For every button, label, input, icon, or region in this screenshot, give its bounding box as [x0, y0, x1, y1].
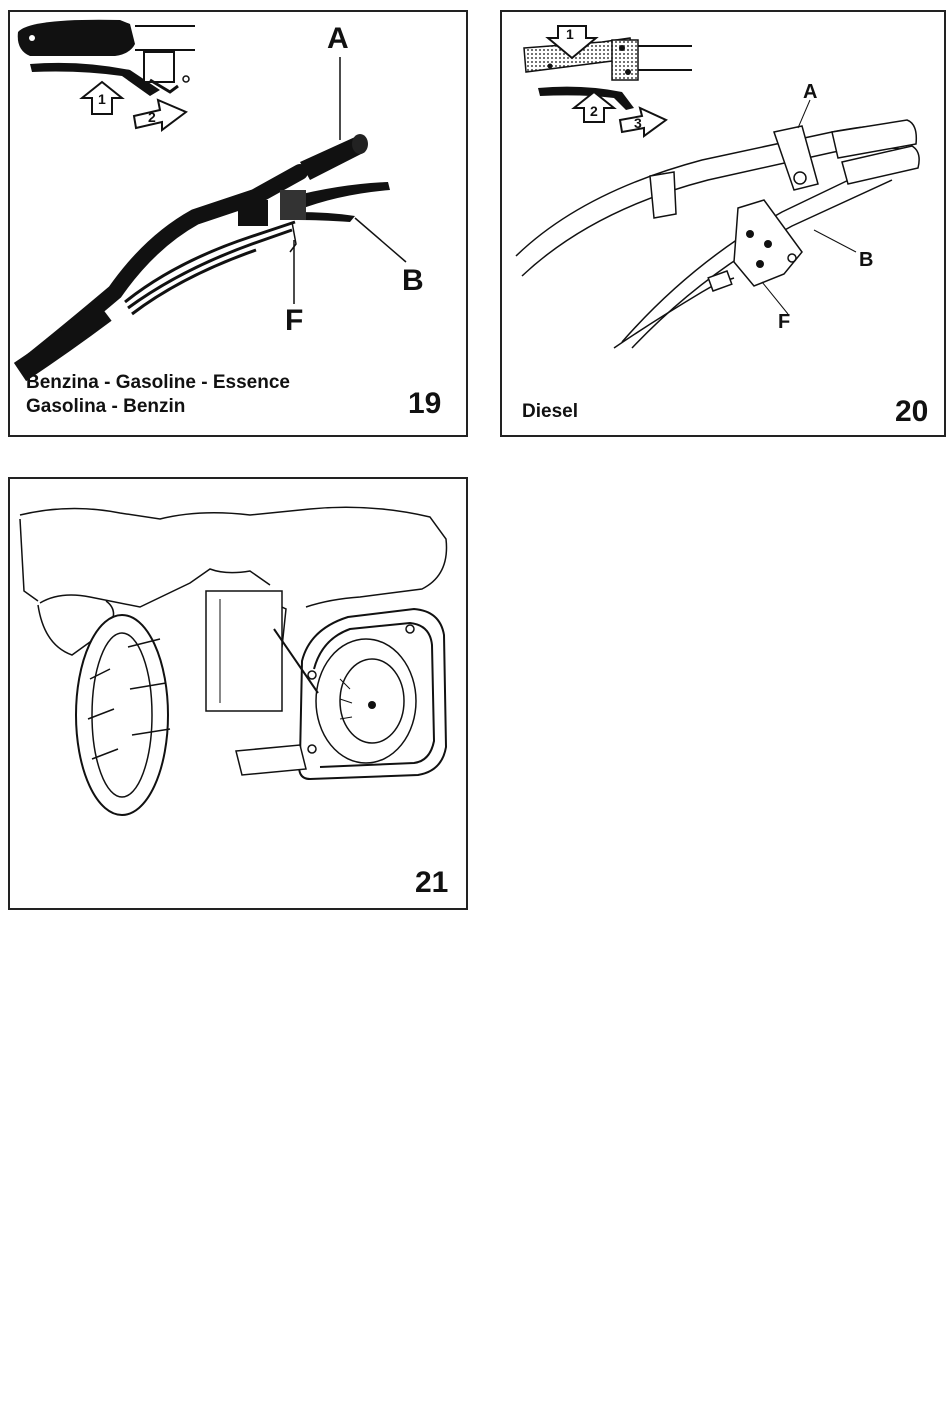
- step-1-label: 1: [566, 26, 574, 42]
- figure-21-illustration: [10, 479, 466, 908]
- step-1-label: 1: [98, 91, 106, 107]
- label-f-stop-lever: F: [778, 311, 791, 333]
- label-f-stop-lever: F: [285, 304, 304, 337]
- step-2-label: 2: [590, 103, 598, 119]
- step-3-label: 3: [634, 115, 642, 131]
- label-b-lever: B: [859, 249, 874, 271]
- label-a-throttle-lever: A: [327, 22, 349, 55]
- figure-21-panel: [8, 477, 468, 910]
- label-a-grip: A: [803, 81, 818, 103]
- figure-19-panel: [8, 10, 468, 437]
- figure-19-caption: [26, 371, 290, 419]
- figure-20-illustration: [502, 12, 944, 435]
- label-b-brake-lever: B: [402, 264, 424, 297]
- figure-number-21: 21: [415, 866, 449, 899]
- figure-number-20: 20: [895, 395, 929, 428]
- figure-20-caption: Diesel: [522, 401, 578, 422]
- figure-20-panel: [500, 10, 946, 437]
- step-2-label: 2: [148, 109, 156, 125]
- caption-line-2: Gasolina - Benzin: [26, 396, 186, 417]
- figure-number-19: 19: [408, 387, 442, 420]
- caption-line-1: Benzina - Gasoline - Essence: [26, 372, 290, 393]
